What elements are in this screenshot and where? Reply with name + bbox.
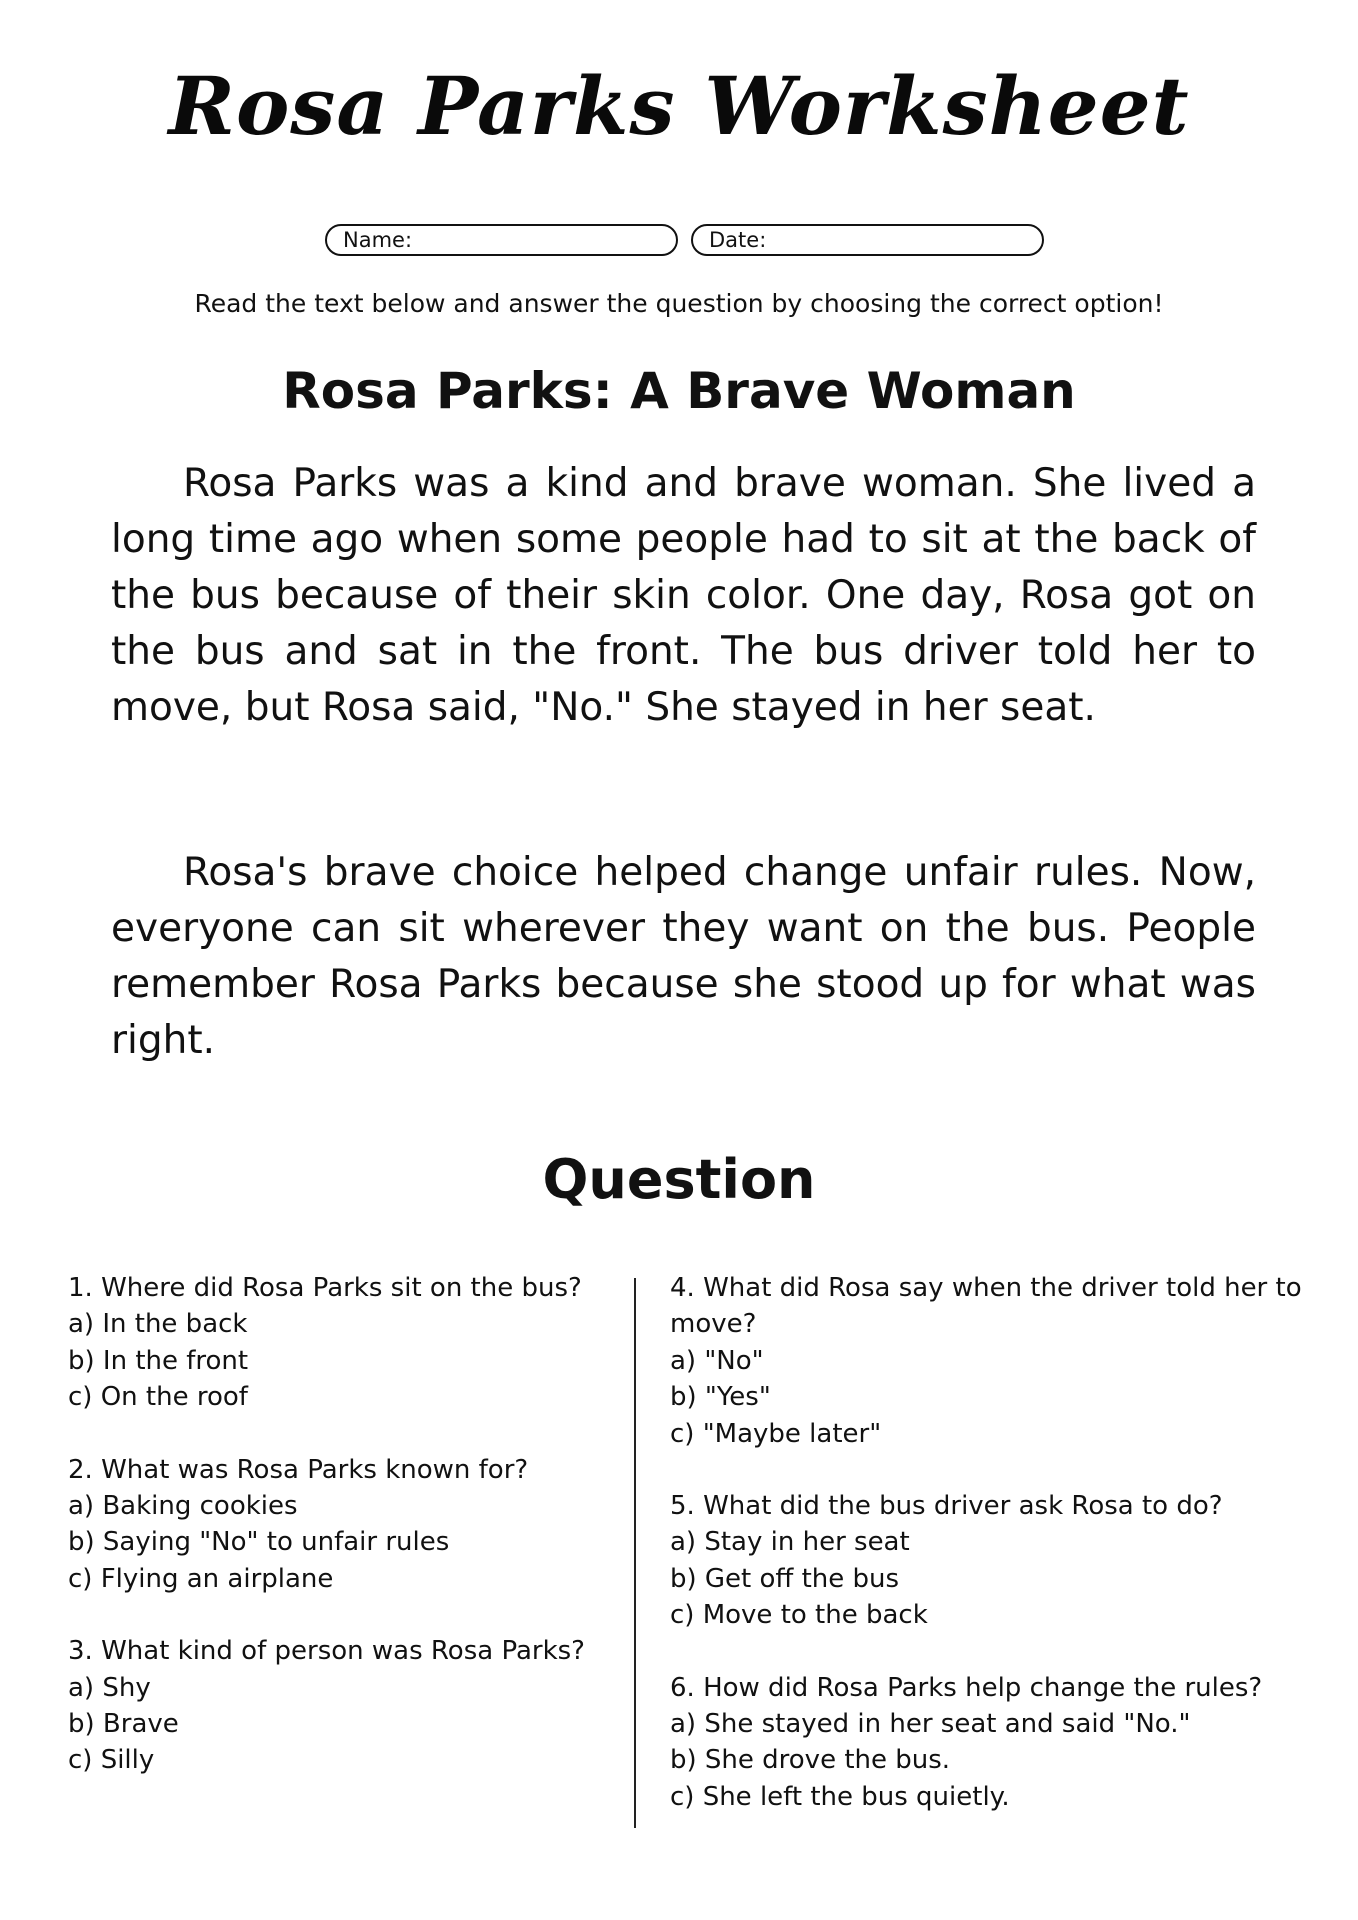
answer-option[interactable]: c) "Maybe later" xyxy=(670,1418,882,1449)
answer-option[interactable]: a) She stayed in her seat and said "No." xyxy=(670,1709,1191,1740)
passage-paragraph-1: Rosa Parks was a kind and brave woman. She lived a long time ago when some people had to sit at the back of the bus because of their skin color. One day, Rosa got on the bus and sat in the front. The bus driver told her to move, but Rosa said, "No." She stayed in her seat. xyxy=(111,461,1256,730)
question-text: 4. What did Rosa say when the driver told her to move? xyxy=(670,1273,1302,1340)
answer-option[interactable]: a) Shy xyxy=(68,1672,151,1703)
answer-option[interactable]: c) On the roof xyxy=(68,1382,248,1413)
column-divider xyxy=(634,1278,636,1828)
question-2 xyxy=(68,1452,628,1598)
question-heading: Question xyxy=(542,1148,816,1211)
question-text: 3. What kind of person was Rosa Parks? xyxy=(68,1636,585,1667)
answer-option[interactable]: c) Silly xyxy=(68,1745,155,1776)
answer-option[interactable]: b) Brave xyxy=(68,1709,179,1740)
instructions: Read the text below and answer the question by choosing the correct option! xyxy=(194,289,1164,318)
question-6 xyxy=(670,1670,1310,1816)
question-1 xyxy=(68,1270,628,1416)
answer-option[interactable]: a) In the back xyxy=(68,1309,248,1340)
answer-option[interactable]: a) Stay in her seat xyxy=(670,1527,910,1558)
question-text: 6. How did Rosa Parks help change the rules? xyxy=(670,1672,1263,1703)
passage-title: Rosa Parks: A Brave Woman xyxy=(282,362,1076,420)
answer-option[interactable]: b) Saying "No" to unfair rules xyxy=(68,1527,450,1558)
answer-option[interactable]: b) Get off the bus xyxy=(670,1563,900,1594)
name-field[interactable]: Name: xyxy=(325,224,678,256)
question-3 xyxy=(68,1633,628,1779)
questions-left-column xyxy=(68,1270,628,1815)
question-text: 2. What was Rosa Parks known for? xyxy=(68,1454,529,1485)
answer-option[interactable]: c) Flying an airplane xyxy=(68,1563,334,1594)
question-5 xyxy=(670,1488,1310,1634)
answer-option[interactable]: b) In the front xyxy=(68,1345,249,1376)
answer-option[interactable]: c) She left the bus quietly. xyxy=(670,1781,1010,1812)
answer-option[interactable]: b) She drove the bus. xyxy=(670,1745,951,1776)
question-4 xyxy=(670,1270,1310,1452)
date-field[interactable]: Date: xyxy=(691,224,1044,256)
name-date-row xyxy=(0,224,1358,260)
passage-paragraph-2: Rosa's brave choice helped change unfair rules. Now, everyone can sit wherever they want on the bus. People remember Rosa Parks because she stood up for what was right. xyxy=(111,850,1256,1063)
questions-right-column xyxy=(670,1270,1310,1851)
answer-option[interactable]: c) Move to the back xyxy=(670,1600,928,1631)
answer-option[interactable]: b) "Yes" xyxy=(670,1382,771,1413)
answer-option[interactable]: a) Baking cookies xyxy=(68,1491,298,1522)
worksheet-title: Rosa Parks Worksheet xyxy=(168,59,1190,153)
question-text: 5. What did the bus driver ask Rosa to do? xyxy=(670,1491,1223,1522)
question-text: 1. Where did Rosa Parks sit on the bus? xyxy=(68,1273,582,1303)
answer-option[interactable]: a) "No" xyxy=(670,1345,764,1376)
